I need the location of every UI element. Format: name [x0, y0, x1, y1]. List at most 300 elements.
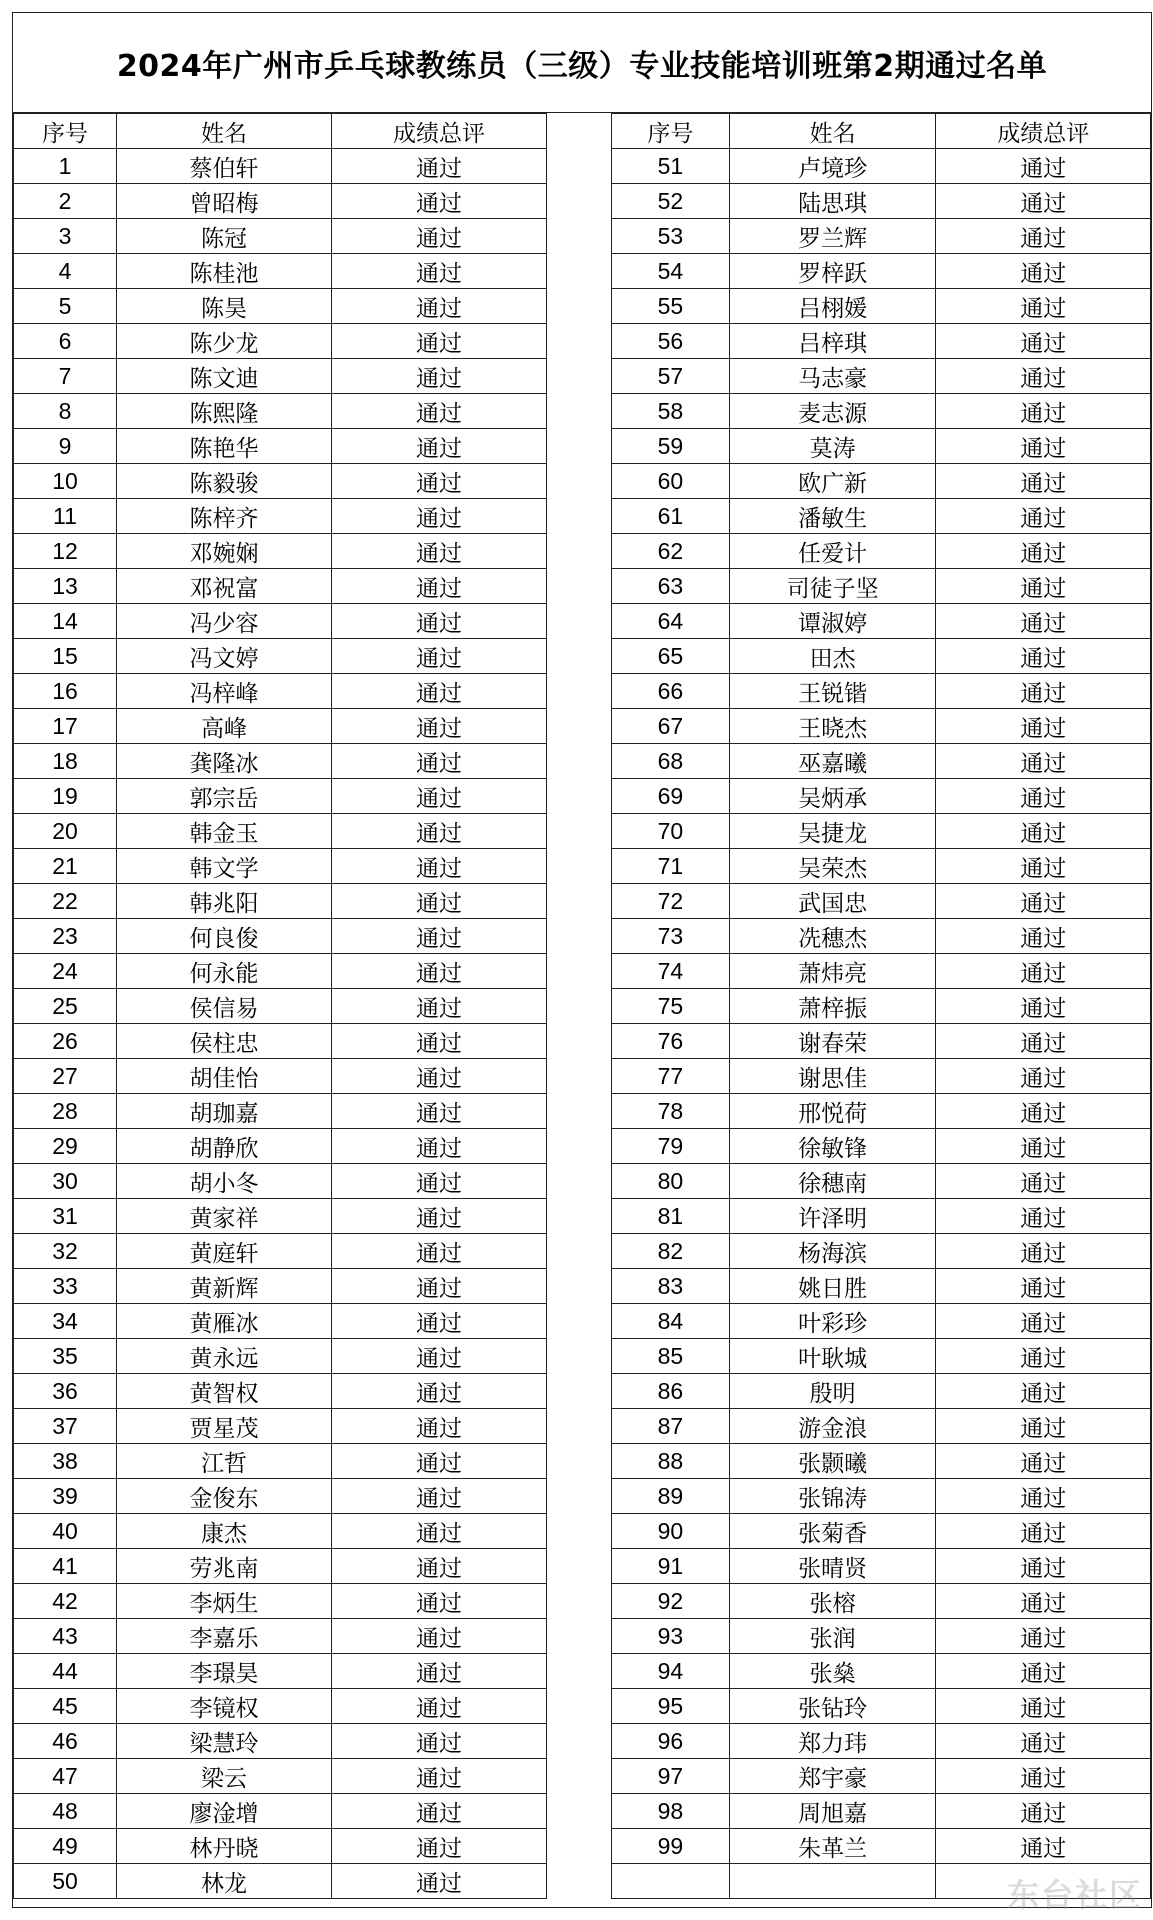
header-name: 姓名: [117, 114, 332, 149]
header-no: 序号: [612, 114, 730, 149]
row-name: 梁云: [117, 1759, 332, 1794]
table-row: [612, 1094, 1151, 1129]
row-number: 70: [612, 814, 730, 849]
row-result: 通过: [332, 1584, 547, 1619]
row-number: 74: [612, 954, 730, 989]
row-name: 侯信易: [117, 989, 332, 1024]
row-number: 37: [14, 1409, 117, 1444]
row-number: 33: [14, 1269, 117, 1304]
table-row: [14, 499, 547, 534]
row-number: 7: [14, 359, 117, 394]
row-result: 通过: [936, 464, 1151, 499]
row-number: 54: [612, 254, 730, 289]
row-result: 通过: [332, 1339, 547, 1374]
row-number: 85: [612, 1339, 730, 1374]
row-number: 21: [14, 849, 117, 884]
table-row: [14, 1759, 547, 1794]
row-number: 13: [14, 569, 117, 604]
table-row: [612, 464, 1151, 499]
table-row: [612, 1304, 1151, 1339]
table-row: [14, 1864, 547, 1899]
row-result: 通过: [936, 1304, 1151, 1339]
table-row: [612, 1269, 1151, 1304]
row-result: 通过: [332, 569, 547, 604]
header-result: 成绩总评: [936, 114, 1151, 149]
row-number: 73: [612, 919, 730, 954]
table-row: [14, 219, 547, 254]
table-row: [14, 1199, 547, 1234]
table-row: [612, 1059, 1151, 1094]
table-row: [612, 1584, 1151, 1619]
row-number: 83: [612, 1269, 730, 1304]
row-number: 17: [14, 709, 117, 744]
row-number: 27: [14, 1059, 117, 1094]
row-result: 通过: [332, 779, 547, 814]
row-result: 通过: [332, 254, 547, 289]
row-number: 90: [612, 1514, 730, 1549]
table-row: [14, 1024, 547, 1059]
row-result: 通过: [936, 814, 1151, 849]
row-result: 通过: [332, 1479, 547, 1514]
row-name: 黄家祥: [117, 1199, 332, 1234]
table-row: [612, 1199, 1151, 1234]
table-row: [14, 1654, 547, 1689]
row-result: 通过: [936, 569, 1151, 604]
roster-table-left: [13, 113, 547, 1899]
row-name: 黄雁冰: [117, 1304, 332, 1339]
row-result: 通过: [332, 1024, 547, 1059]
row-result: 通过: [936, 1689, 1151, 1724]
row-result: 通过: [332, 184, 547, 219]
row-number: 88: [612, 1444, 730, 1479]
table-row: [14, 989, 547, 1024]
row-name: 邓婉娴: [117, 534, 332, 569]
row-number: 8: [14, 394, 117, 429]
row-result: 通过: [332, 1514, 547, 1549]
row-result: 通过: [936, 744, 1151, 779]
row-number: 43: [14, 1619, 117, 1654]
row-name: 冯少容: [117, 604, 332, 639]
row-name: 武国忠: [729, 884, 936, 919]
row-result: 通过: [936, 884, 1151, 919]
table-row: [14, 1094, 547, 1129]
row-result: 通过: [936, 1409, 1151, 1444]
document-sheet: [12, 12, 1152, 1908]
row-number: 44: [14, 1654, 117, 1689]
row-result: 通过: [936, 639, 1151, 674]
row-name: 马志豪: [729, 359, 936, 394]
row-name: 许泽明: [729, 1199, 936, 1234]
row-number: 41: [14, 1549, 117, 1584]
row-name: 金俊东: [117, 1479, 332, 1514]
table-row: [612, 1654, 1151, 1689]
row-name: 冯梓峰: [117, 674, 332, 709]
row-number: 52: [612, 184, 730, 219]
row-number: 34: [14, 1304, 117, 1339]
row-name: 陈艳华: [117, 429, 332, 464]
table-row: [612, 569, 1151, 604]
row-result: 通过: [332, 1129, 547, 1164]
row-result: 通过: [332, 1164, 547, 1199]
row-name: 王锐锴: [729, 674, 936, 709]
table-row: [14, 779, 547, 814]
table-row: [612, 1829, 1151, 1864]
row-result: 通过: [332, 1199, 547, 1234]
table-row: [14, 149, 547, 184]
table-row: [14, 1724, 547, 1759]
row-number: 32: [14, 1234, 117, 1269]
row-name: 谢思佳: [729, 1059, 936, 1094]
table-row: [612, 1409, 1151, 1444]
row-number: 11: [14, 499, 117, 534]
row-number: 25: [14, 989, 117, 1024]
table-row: [14, 464, 547, 499]
row-result: 通过: [936, 1339, 1151, 1374]
table-row: [612, 674, 1151, 709]
table-row: [14, 324, 547, 359]
table-row: [14, 1269, 547, 1304]
row-number: 42: [14, 1584, 117, 1619]
header-no: 序号: [14, 114, 117, 149]
row-number: 5: [14, 289, 117, 324]
row-result: 通过: [936, 1024, 1151, 1059]
row-result: 通过: [936, 604, 1151, 639]
row-name: 陈熙隆: [117, 394, 332, 429]
row-number: 58: [612, 394, 730, 429]
row-name: 黄永远: [117, 1339, 332, 1374]
row-name: 侯柱忠: [117, 1024, 332, 1059]
row-name: 吴荣杰: [729, 849, 936, 884]
table-row: [612, 919, 1151, 954]
table-row: [612, 324, 1151, 359]
row-number: 68: [612, 744, 730, 779]
row-name: 胡佳怡: [117, 1059, 332, 1094]
row-name: 姚日胜: [729, 1269, 936, 1304]
row-number: 61: [612, 499, 730, 534]
table-row: [612, 1444, 1151, 1479]
row-result: 通过: [332, 1304, 547, 1339]
row-number: 65: [612, 639, 730, 674]
table-row: [14, 1374, 547, 1409]
row-result: 通过: [332, 429, 547, 464]
row-name: 莫涛: [729, 429, 936, 464]
row-name: 郭宗岳: [117, 779, 332, 814]
row-name: 麦志源: [729, 394, 936, 429]
row-result: 通过: [332, 884, 547, 919]
row-number: 35: [14, 1339, 117, 1374]
row-result: 通过: [332, 1549, 547, 1584]
row-result: 通过: [332, 1409, 547, 1444]
row-name: 吴炳承: [729, 779, 936, 814]
row-number: 26: [14, 1024, 117, 1059]
table-row: [14, 1689, 547, 1724]
table-row: [612, 1164, 1151, 1199]
table-row: [14, 1549, 547, 1584]
table-row: [612, 709, 1151, 744]
row-name: 韩文学: [117, 849, 332, 884]
header-name: 姓名: [729, 114, 936, 149]
table-row: [612, 884, 1151, 919]
row-name: 吕栩媛: [729, 289, 936, 324]
row-result: 通过: [936, 254, 1151, 289]
row-result: 通过: [936, 1479, 1151, 1514]
row-number: 64: [612, 604, 730, 639]
row-name: 任爱计: [729, 534, 936, 569]
table-row: [612, 1339, 1151, 1374]
row-result: 通过: [332, 1059, 547, 1094]
table-row: [612, 394, 1151, 429]
row-name: 梁慧玲: [117, 1724, 332, 1759]
row-result: 通过: [332, 359, 547, 394]
table-row: [14, 1619, 547, 1654]
row-result: 通过: [332, 1724, 547, 1759]
row-name: 陈文迪: [117, 359, 332, 394]
row-number: 38: [14, 1444, 117, 1479]
table-row: [612, 1514, 1151, 1549]
row-name: 殷明: [729, 1374, 936, 1409]
row-number: 87: [612, 1409, 730, 1444]
row-result: 通过: [332, 989, 547, 1024]
row-number: 39: [14, 1479, 117, 1514]
row-result: 通过: [332, 674, 547, 709]
table-row: [14, 954, 547, 989]
row-number: 67: [612, 709, 730, 744]
row-name: 张燊: [729, 1654, 936, 1689]
row-name: 张晴贤: [729, 1549, 936, 1584]
row-result: 通过: [332, 1234, 547, 1269]
row-name: 胡静欣: [117, 1129, 332, 1164]
row-name: 黄新辉: [117, 1269, 332, 1304]
row-result: 通过: [936, 849, 1151, 884]
row-number: 71: [612, 849, 730, 884]
row-name: 罗兰辉: [729, 219, 936, 254]
table-row: [612, 499, 1151, 534]
row-name: 韩兆阳: [117, 884, 332, 919]
row-number: 75: [612, 989, 730, 1024]
row-number: 49: [14, 1829, 117, 1864]
row-result: 通过: [936, 1829, 1151, 1864]
row-name: 冼穗杰: [729, 919, 936, 954]
row-name: 谢春荣: [729, 1024, 936, 1059]
row-number: 31: [14, 1199, 117, 1234]
watermark-text: 东台社区: [1006, 1876, 1143, 1914]
row-number: 4: [14, 254, 117, 289]
row-result: 通过: [936, 1794, 1151, 1829]
table-row: [612, 639, 1151, 674]
row-name: 张颢曦: [729, 1444, 936, 1479]
row-result: 通过: [332, 1794, 547, 1829]
table-row: [612, 954, 1151, 989]
row-result: 通过: [332, 814, 547, 849]
table-row: [612, 429, 1151, 464]
row-number: 9: [14, 429, 117, 464]
row-number: 63: [612, 569, 730, 604]
row-result: 通过: [332, 1829, 547, 1864]
table-row: [612, 849, 1151, 884]
row-name: 罗梓跃: [729, 254, 936, 289]
row-result: 通过: [936, 1514, 1151, 1549]
row-number: 24: [14, 954, 117, 989]
row-name: 卢境珍: [729, 149, 936, 184]
row-name: 张钻玲: [729, 1689, 936, 1724]
row-result: 通过: [936, 324, 1151, 359]
row-number: 72: [612, 884, 730, 919]
row-name: 胡珈嘉: [117, 1094, 332, 1129]
row-result: 通过: [332, 1864, 547, 1899]
row-result: 通过: [332, 744, 547, 779]
row-number: 77: [612, 1059, 730, 1094]
row-name: 邓祝富: [117, 569, 332, 604]
row-result: 通过: [332, 1654, 547, 1689]
row-result: 通过: [332, 394, 547, 429]
row-name: 司徒子坚: [729, 569, 936, 604]
page-title: 2024年广州市乒乓球教练员（三级）专业技能培训班第2期通过名单: [13, 13, 1151, 113]
row-name: 陈冠: [117, 219, 332, 254]
row-result: 通过: [332, 1444, 547, 1479]
row-name: 韩金玉: [117, 814, 332, 849]
row-name: 邢悦荷: [729, 1094, 936, 1129]
table-row: [14, 1409, 547, 1444]
table-row: [14, 184, 547, 219]
row-number: 40: [14, 1514, 117, 1549]
row-result: 通过: [936, 989, 1151, 1024]
table-row: [14, 1584, 547, 1619]
row-result: 通过: [332, 149, 547, 184]
table-row: [612, 219, 1151, 254]
row-name: 林龙: [117, 1864, 332, 1899]
row-name: 蔡伯轩: [117, 149, 332, 184]
row-result: 通过: [936, 1584, 1151, 1619]
row-number: 96: [612, 1724, 730, 1759]
table-row: [14, 1339, 547, 1374]
table-row: [14, 919, 547, 954]
row-name: 吕梓琪: [729, 324, 936, 359]
row-name: 郑力玮: [729, 1724, 936, 1759]
table-row: [14, 289, 547, 324]
row-name: 黄庭轩: [117, 1234, 332, 1269]
row-number: 94: [612, 1654, 730, 1689]
table-row: [14, 569, 547, 604]
row-number: 60: [612, 464, 730, 499]
row-name: 高峰: [117, 709, 332, 744]
row-result: 通过: [936, 429, 1151, 464]
row-result: 通过: [332, 709, 547, 744]
row-name: 李璟昊: [117, 1654, 332, 1689]
table-row: [612, 184, 1151, 219]
table-row: [612, 744, 1151, 779]
row-result: 通过: [936, 709, 1151, 744]
table-row: [612, 1689, 1151, 1724]
row-name: 张润: [729, 1619, 936, 1654]
table-row: [612, 814, 1151, 849]
row-result: 通过: [332, 1759, 547, 1794]
row-number: 76: [612, 1024, 730, 1059]
row-name: 徐敏锋: [729, 1129, 936, 1164]
row-number: 2: [14, 184, 117, 219]
row-name: 陈桂池: [117, 254, 332, 289]
table-row: [14, 254, 547, 289]
row-name: 王晓杰: [729, 709, 936, 744]
row-number: 79: [612, 1129, 730, 1164]
row-result: 通过: [332, 1619, 547, 1654]
row-result: 通过: [936, 394, 1151, 429]
row-name: 陈梓齐: [117, 499, 332, 534]
row-name: 胡小冬: [117, 1164, 332, 1199]
table-row: [14, 1444, 547, 1479]
row-number: 47: [14, 1759, 117, 1794]
row-result: 通过: [936, 1654, 1151, 1689]
row-result: 通过: [332, 464, 547, 499]
row-result: 通过: [936, 779, 1151, 814]
row-name: 李镜权: [117, 1689, 332, 1724]
row-number: 59: [612, 429, 730, 464]
row-result: 通过: [332, 219, 547, 254]
row-number: 19: [14, 779, 117, 814]
table-row: [612, 254, 1151, 289]
row-number: 50: [14, 1864, 117, 1899]
table-row: [14, 1479, 547, 1514]
row-result: 通过: [936, 1759, 1151, 1794]
row-name: 张菊香: [729, 1514, 936, 1549]
row-name: 廖淦增: [117, 1794, 332, 1829]
row-number: 6: [14, 324, 117, 359]
row-name: 张榕: [729, 1584, 936, 1619]
row-number: 62: [612, 534, 730, 569]
row-name: 游金浪: [729, 1409, 936, 1444]
row-result: 通过: [936, 289, 1151, 324]
row-number: 20: [14, 814, 117, 849]
row-result: 通过: [936, 1444, 1151, 1479]
row-number: 15: [14, 639, 117, 674]
row-name: 周旭嘉: [729, 1794, 936, 1829]
row-name: 贾星茂: [117, 1409, 332, 1444]
table-row: [612, 1794, 1151, 1829]
row-number: 89: [612, 1479, 730, 1514]
row-number: 48: [14, 1794, 117, 1829]
row-name: 曾昭梅: [117, 184, 332, 219]
roster-table-right: [611, 113, 1151, 1899]
table-row: [612, 1724, 1151, 1759]
table-row: [14, 849, 547, 884]
row-number: 97: [612, 1759, 730, 1794]
table-row: [14, 1234, 547, 1269]
table-header-row: [14, 114, 547, 149]
row-name: 郑宇豪: [729, 1759, 936, 1794]
row-result: 通过: [936, 359, 1151, 394]
row-result: 通过: [332, 639, 547, 674]
row-number: 98: [612, 1794, 730, 1829]
table-row: [612, 779, 1151, 814]
row-name: 江哲: [117, 1444, 332, 1479]
row-number: 80: [612, 1164, 730, 1199]
row-result: 通过: [936, 954, 1151, 989]
row-name: 徐穗南: [729, 1164, 936, 1199]
row-name: 何永能: [117, 954, 332, 989]
row-number: 84: [612, 1304, 730, 1339]
row-result: 通过: [936, 919, 1151, 954]
row-result: 通过: [936, 1269, 1151, 1304]
row-name: 欧广新: [729, 464, 936, 499]
row-number: 16: [14, 674, 117, 709]
row-name: 陈少龙: [117, 324, 332, 359]
row-result: 通过: [936, 1549, 1151, 1584]
row-result: 通过: [332, 534, 547, 569]
table-row: [612, 149, 1151, 184]
row-result: 通过: [936, 1199, 1151, 1234]
table-row: [612, 289, 1151, 324]
table-row: [612, 1024, 1151, 1059]
table-row: [612, 989, 1151, 1024]
